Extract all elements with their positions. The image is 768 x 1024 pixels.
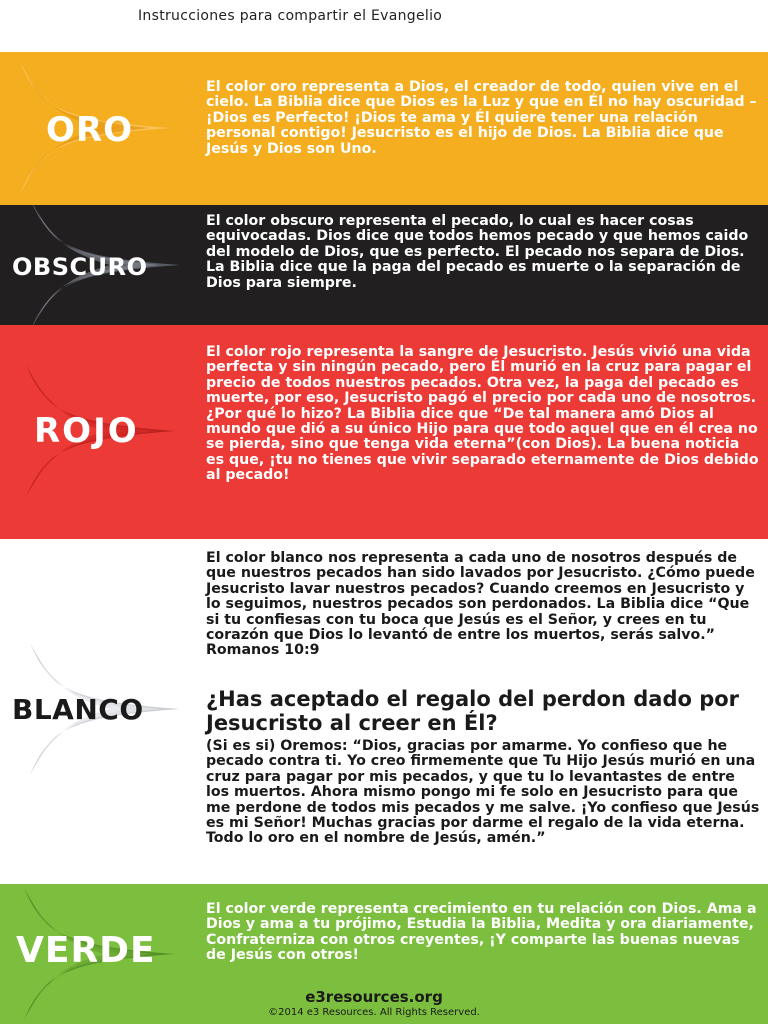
rojo-description: El color rojo representa la sangre de Jesucristo. Jesús vivió una vida perfecta y sin ningún pecado, pero Él murió en la cruz para pagar el precio de todos nuestros pecados. Otra vez, la paga del pecado es muerte, por eso, Jesucristo pagó el precio por cada uno de nosotros. ¿Por qué lo hizo? La Biblia dice que “De tal manera amó Dios al mundo que dió a su único Hijo para que todo aquel que en él crea no se pierda, sino que tenga vida eterna”(con Dios). La buena noticia es que, ¡tu no tienes que vivir separado eternamente de Dios debido al pecado!: [206, 344, 759, 484]
section-blanco: [0, 539, 768, 884]
page-title: Instrucciones para compartir el Evangelio: [138, 8, 443, 24]
blanco-description: El color blanco nos representa a cada uno de nosotros después de que nuestros pecados han sido lavados por Jesucristo. ¿Cómo puede Jesucristo lavar nuestros pecados? Cuando creemos en Jesucristo y lo seguimos, nuestros pecados son perdonados. La Biblia dice “Que si tu confiesas con tu boca que Jesús es el Señor, y crees en tu corazón que Dios lo levantó de entre los muertos, serás salvo.” Romanos 10:9: [206, 550, 755, 659]
footer: [0, 988, 768, 1018]
prayer-text: (Si es si) Oremos: “Dios, gracias por amarme. Yo confieso que he pecado contra ti. Yo creo firmemente que Tu Hijo Jesús murió en una cruz para pagar por mis pecados, y que tu lo levantastes de entre los muertos. Ahora mismo pongo mi fe solo en Jesucristo para que me perdone de todos mis pecados y me salve. ¡Yo confieso que Jesús es mi Señor! Muchas gracias por darme el regalo de la vida eterna. Todo lo oro en el nombre de Jesús, amén.”: [206, 738, 760, 847]
color-word-verde: VERDE: [16, 930, 156, 971]
salvation-question: ¿Has aceptado el regalo del perdon dado por Jesucristo al creer en Él?: [206, 687, 740, 735]
obscuro-description: El color obscuro representa el pecado, lo cual es hacer cosas equivocadas. Dios dice que todos hemos pecado y que hemos caido del modelo de Dios, que es perfecto. El pecado nos separa de Dios. La Biblia dice que la paga del pecado es muerte o la separación de Dios para siempre.: [206, 213, 749, 291]
footer-url[interactable]: e3resources.org: [305, 988, 443, 1006]
oro-description: El color oro representa a Dios, el creador de todo, quien vive en el cielo. La Biblia dice que Dios es la Luz y que en Él no hay oscuridad – ¡Dios es Perfecto! ¡Dios te ama y Él quiere tener una relación personal contigo! Jesucristo es el hijo de Dios. La Biblia dice que Jesús y Dios son Uno.: [206, 79, 757, 157]
section-oro: [0, 52, 768, 205]
color-word-obscuro: OBSCURO: [12, 253, 148, 281]
color-word-rojo: ROJO: [34, 411, 139, 451]
color-word-blanco: BLANCO: [12, 693, 144, 726]
color-word-oro: ORO: [46, 110, 133, 150]
verde-description: El color verde representa crecimiento en tu relación con Dios. Ama a Dios y ama a tu prójimo, Estudia la Biblia, Medita y ora diariamente, Confraterniza con otros creyentes, ¡Y comparte las buenas nuevas de Jesús con otros!: [206, 901, 757, 964]
section-obscuro: [0, 205, 768, 325]
footer-copyright: ©2014 e3 Resources. All Rights Reserved.: [268, 1007, 480, 1018]
section-rojo: [0, 325, 768, 539]
